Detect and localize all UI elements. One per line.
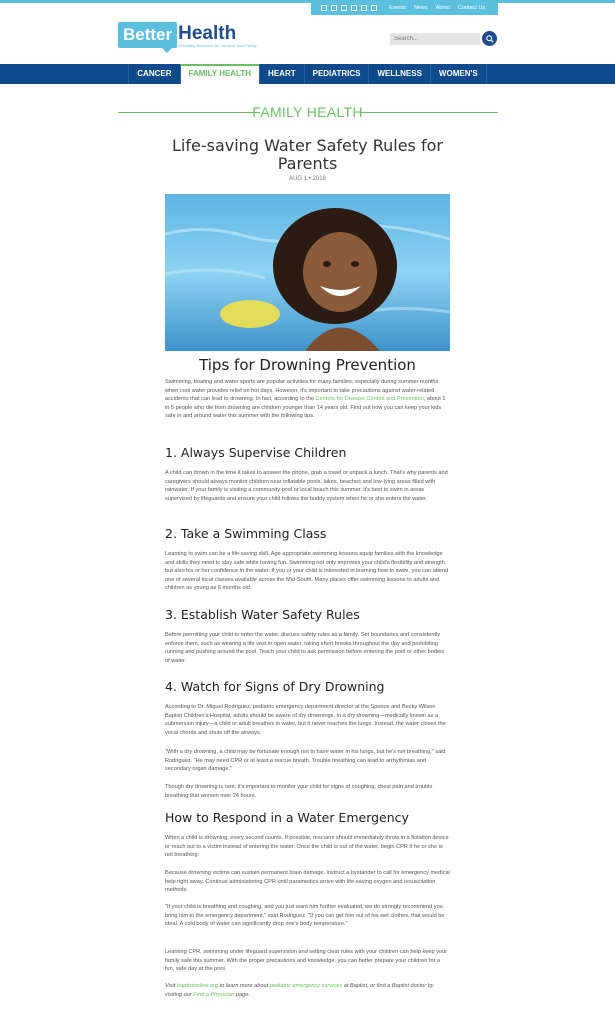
nav-heart[interactable]: HEART bbox=[259, 64, 304, 84]
util-link-events[interactable]: Events bbox=[389, 4, 406, 11]
intro-paragraph bbox=[165, 378, 450, 421]
twitter-icon[interactable] bbox=[361, 5, 367, 11]
closing-paragraph bbox=[165, 982, 450, 999]
article-date: AUG 1 • 2018 bbox=[289, 176, 326, 182]
section-1-heading: 1. Always Supervise Children bbox=[165, 445, 347, 460]
baptist-site-link[interactable]: baptistonline.org bbox=[177, 983, 219, 989]
site-logo[interactable] bbox=[118, 22, 257, 52]
facebook-icon[interactable] bbox=[321, 5, 327, 11]
youtube-icon[interactable] bbox=[371, 5, 377, 11]
instagram-icon[interactable] bbox=[331, 5, 337, 11]
logo-better: Better bbox=[118, 22, 177, 48]
section-5-para-4: Learning CPR, swimming under lifeguard supervision and setting clear rules with your children can help keep your family safe this summer. With the proper precautions and knowledge, you can better prepare your children for a fun, safe day at the pool. bbox=[165, 949, 448, 972]
section-5-para-3: "If your child is breathing and coughing, and you just want him further evaluated, we do strongly recommend you bring him to the emergency department," said Rodriguez. "If you can get him out of his wet clothes, that would be ideal. A cold body of water can significantly drop one's body temperature." bbox=[165, 904, 445, 927]
find-physician-link[interactable]: Find a Physician bbox=[193, 991, 235, 998]
util-link-news[interactable]: News bbox=[413, 4, 428, 11]
section-4-heading: 4. Watch for Signs of Dry Drowning bbox=[165, 679, 385, 694]
section-5-para-1: When a child is drowning, every second counts. If possible, rescuers should immediately throw in a flotation device or reach out to a victim instead of entering the water. Once the child is out of the water, begin CPR if he or she is not breathing. bbox=[165, 835, 449, 858]
closing-text-2: to learn more about bbox=[218, 983, 270, 989]
section-3-text: Before permitting your child to enter the water, discuss safety rules as a family. Set boundaries and consistently enforce them, such as wearing a life vest in open water, taking short breaks throughout the day and prohibiting running and pushing around the pool. Teach your child to ask permission before entering the pool or other bodies of water. bbox=[165, 632, 445, 664]
section-title: FAMILY HEALTH bbox=[252, 104, 363, 120]
intro-text-1: Swimming, boating and water sports are popular activities for many families, especially during summer months when cool water provides relief on hot days. However, it's important to take precautions against water-related accidents that can lead to drowning. In fact, according to the bbox=[165, 379, 439, 402]
util-link-contact[interactable]: Contact Us bbox=[457, 4, 486, 11]
hero-image bbox=[165, 194, 450, 351]
cdc-link[interactable]: Centers for Disease Control and Prevention bbox=[315, 396, 424, 402]
top-accent-bar bbox=[0, 0, 615, 3]
utility-links bbox=[389, 5, 485, 11]
section-5-heading: How to Respond in a Water Emergency bbox=[165, 810, 409, 825]
closing-text-3: at Baptist, or find a Baptist doctor by visiting our bbox=[165, 983, 434, 998]
nav-pediatrics[interactable]: PEDIATRICS bbox=[304, 64, 369, 84]
section-5-para-2: Because drowning victims can sustain permanent brain damage, instruct a bystander to call for emergency medical help right away. Continue administering CPR until paramedics arrive with life-saving oxygen and resuscitation methods. bbox=[165, 870, 450, 893]
nav-wellness[interactable]: WELLNESS bbox=[368, 64, 429, 84]
section-1-text: A child can drown in the time it takes to answer the phone, grab a towel or unpack a lunch. That's why parents and caregivers should always monitor children near inflatable pools, lakes, beaches and low-lying areas filled with rainwater. If your family is visiting a community pool or local beach this summer, it's best to swim in areas supervised by lifeguards and ensure your child follows the buddy system when he or she enters the water. bbox=[165, 470, 448, 502]
search-button[interactable] bbox=[482, 31, 497, 46]
section-4-para-3: Though dry drowning is rare, it's important to monitor your child for signs of coughing, chest pain and trouble breathing that worsen over 24 hours. bbox=[165, 784, 433, 799]
logo-tagline: A Healthy Resource for You and Your Family bbox=[178, 43, 257, 48]
utility-bar bbox=[311, 0, 498, 15]
article-title: Life-saving Water Safety Rules for Parents bbox=[172, 136, 443, 173]
linkedin-icon[interactable] bbox=[341, 5, 347, 11]
search-icon bbox=[486, 35, 494, 43]
main-nav bbox=[0, 64, 615, 84]
pediatric-emergency-link[interactable]: pediatric emergency services bbox=[269, 983, 343, 989]
nav-womens[interactable]: WOMEN'S bbox=[430, 64, 487, 84]
closing-text-4: page. bbox=[234, 991, 250, 998]
section-3-heading: 3. Establish Water Safety Rules bbox=[165, 607, 360, 622]
nav-family-health[interactable]: FAMILY HEALTH bbox=[180, 64, 260, 84]
logo-health: Health bbox=[178, 23, 237, 44]
section-4-para-2: "With a dry drowning, a child may be fortunate enough not to have water in his lungs, but he's not breathing," said Rodriguez. "He may need CPR or at least a rescue breath. Trouble breathing can lead to arrhythmias and secondary organ damage." bbox=[165, 749, 446, 772]
section-2-text: Learning to swim can be a life-saving skill. Age-appropriate swimming lessons equip families with the knowledge and skills they need to stay safe while having fun. Swimming not only improves your child's flexibility and strength but also his or her confidence in the water. If you or your child is interested in learning how to swim, you can attend one of several local classes available across the Mid-South. Many places offer swimming lessons to adults and children as young as 6 months old. bbox=[165, 551, 449, 591]
intro-text-2: , about 1 in 5 people who die from drowning are children younger than 14 years old. Find out how you can keep your kids safe in and around water this summer with the following tips. bbox=[165, 396, 446, 419]
nav-cancer[interactable]: CANCER bbox=[128, 64, 179, 84]
section-4-para-1: According to Dr. Miguel Rodriguez, pediatric emergency department director at the Spence and Becky Wilson Baptist Children's Hospital, adults should be aware of dry drownings. In a dry drowning—medically known as a submersion injury—a child or adult breathes in water, but it never reaches the lungs. Instead, the water closes the vocal chords and shuts off the airways. bbox=[165, 704, 446, 736]
closing-text-1: Visit bbox=[165, 983, 178, 989]
section-2-heading: 2. Take a Swimming Class bbox=[165, 526, 327, 541]
search-input[interactable] bbox=[390, 33, 480, 45]
pinterest-icon[interactable] bbox=[351, 5, 357, 11]
util-link-about[interactable]: About bbox=[435, 4, 450, 11]
tips-heading: Tips for Drowning Prevention bbox=[199, 356, 416, 374]
